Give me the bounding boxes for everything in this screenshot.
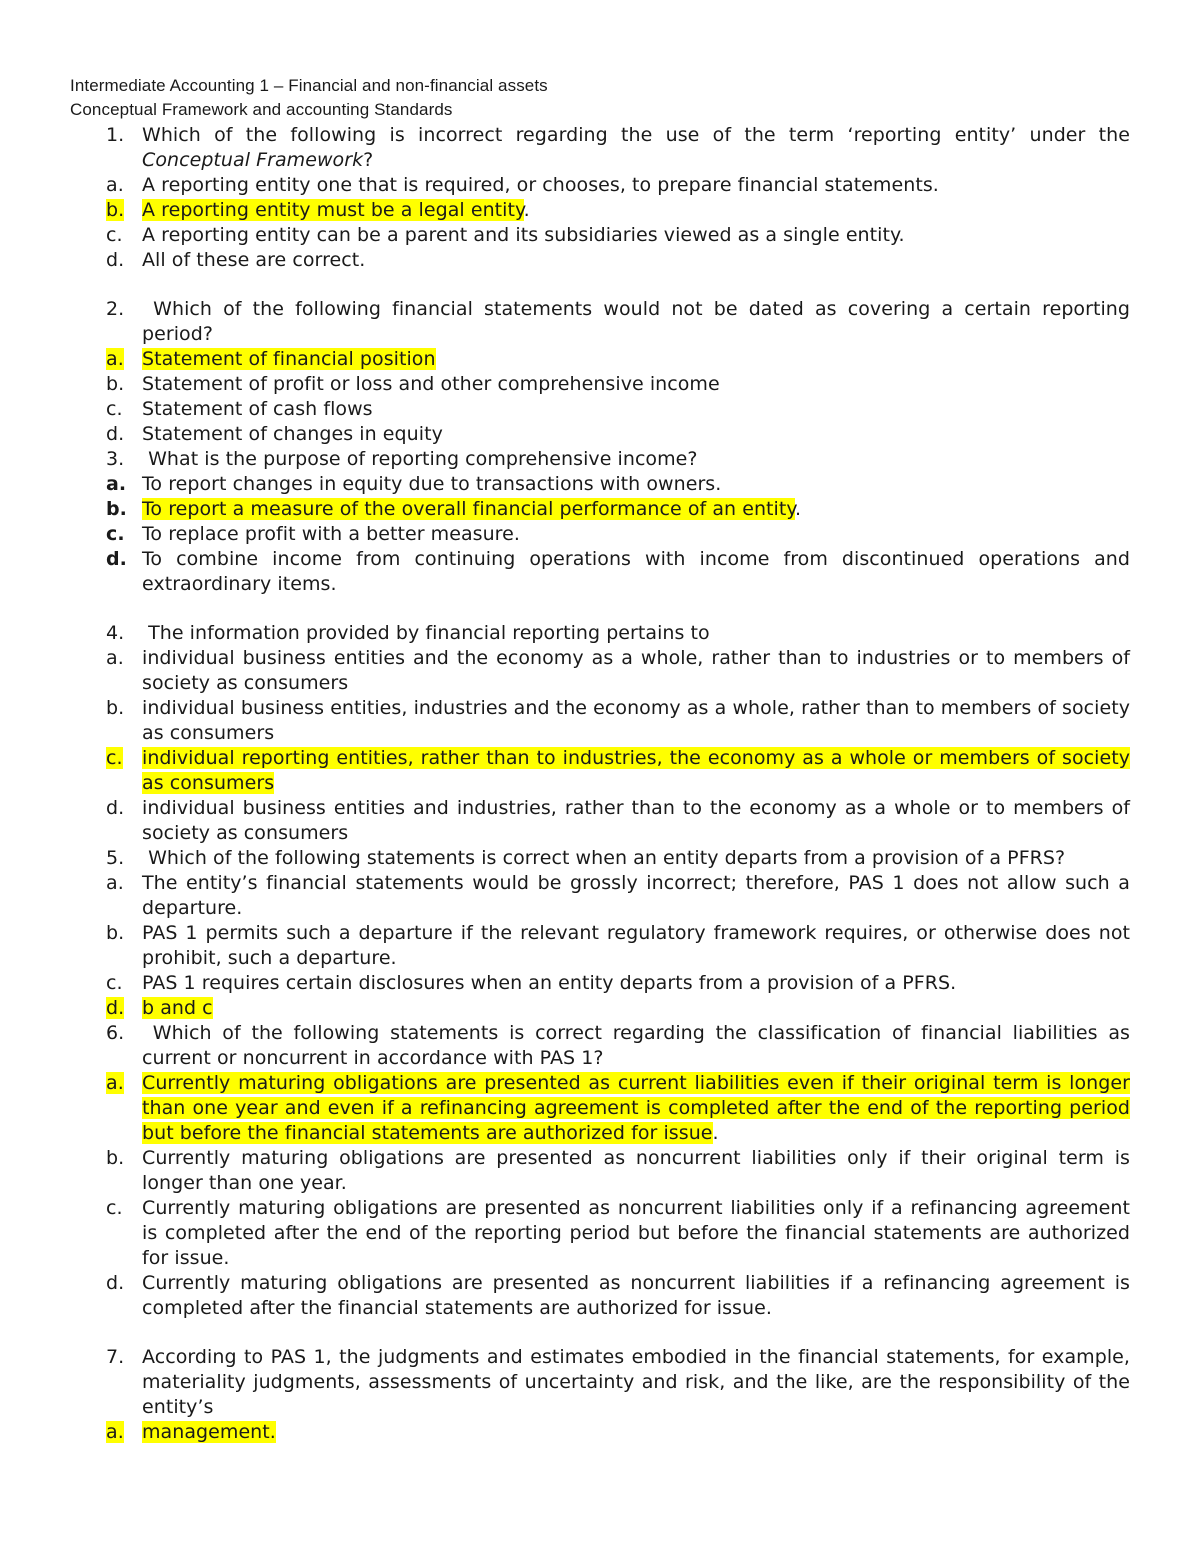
option-c: c. Currently maturing obligations are presented as noncurrent liabilities only if a refinancing agreement is completed after the end of the reporting period but before the financial statements are authorized for issue. <box>106 1197 1130 1269</box>
option-c: c. To replace profit with a better measure. <box>106 523 520 545</box>
option-a-highlighted: a. Currently maturing obligations are presented as current liabilities even if their original term is longer than one year and even if a refinancing agreement is completed after the end of the reporting period but before the financial statements are authorized for issue. <box>106 1072 1130 1144</box>
document-page <box>70 74 1137 1445</box>
option-b-highlighted: b. To report a measure of the overall financial performance of an entity. <box>106 498 802 520</box>
option-b-highlighted: b. A reporting entity must be a legal entity. <box>106 199 530 221</box>
option-d: d. individual business entities and industries, rather than to the economy as a whole or to members of society as consumers <box>106 797 1130 844</box>
question-2: 2. Which of the following financial statements would not be dated as covering a certain reporting period? <box>106 298 1137 345</box>
document-title: Intermediate Accounting 1 – Financial and non-financial assets <box>70 76 548 95</box>
document-subtitle: Conceptual Framework and accounting Standards <box>70 100 453 119</box>
question-5: 5. Which of the following statements is correct when an entity departs from a provision of a PFRS? <box>106 847 1066 869</box>
option-b: b. Statement of profit or loss and other comprehensive income <box>106 373 720 395</box>
question-7: 7. According to PAS 1, the judgments and estimates embodied in the financial statements, for example, materiality judgments, assessments of uncertainty and risk, and the like, are the responsibility of the entity’s <box>106 1346 1130 1418</box>
option-d: d. Currently maturing obligations are presented as noncurrent liabilities if a refinancing agreement is completed after the financial statements are authorized for issue. <box>106 1272 1130 1319</box>
option-a: a. To report changes in equity due to transactions with owners. <box>106 473 722 495</box>
option-a-highlighted: a. management. <box>106 1421 276 1443</box>
question-1 <box>70 123 1130 173</box>
option-d: d. All of these are correct. <box>106 249 366 271</box>
question-6: 6. Which of the following statements is correct regarding the classification of financial liabilities as current or noncurrent in accordance with PAS 1? <box>106 1022 1137 1069</box>
question-text: Which of the following is incorrect regarding the use of the term ‘reporting entity’ under the Conceptual Framework? <box>142 124 1130 171</box>
option-a: a. individual business entities and the economy as a whole, rather than to industries or to members of society as consumers <box>106 647 1130 694</box>
question-number: 1. <box>106 124 125 146</box>
question-4: 4. The information provided by financial reporting pertains to <box>106 622 710 644</box>
option-c: c. A reporting entity can be a parent and its subsidiaries viewed as a single entity. <box>106 224 905 246</box>
option-c: c. PAS 1 requires certain disclosures when an entity departs from a provision of a PFRS. <box>106 972 957 994</box>
option-a: a. A reporting entity one that is required, or chooses, to prepare financial statements. <box>106 174 939 196</box>
option-c-highlighted: c. individual reporting entities, rather than to industries, the economy as a whole or members of society as consumers <box>106 747 1130 794</box>
option-b: b. Currently maturing obligations are presented as noncurrent liabilities only if their original term is longer than one year. <box>106 1147 1130 1194</box>
option-a-highlighted: a. Statement of financial position <box>106 348 436 370</box>
option-d-highlighted: d. b and c <box>106 997 213 1019</box>
option-d: d. Statement of changes in equity <box>106 423 443 445</box>
question-3: 3. What is the purpose of reporting comprehensive income? <box>106 448 698 470</box>
option-a: a. The entity’s financial statements would be grossly incorrect; therefore, PAS 1 does not allow such a departure. <box>106 872 1130 919</box>
option-b: b. individual business entities, industries and the economy as a whole, rather than to members of society as consumers <box>106 697 1130 744</box>
option-d: d. To combine income from continuing operations with income from discontinued operations and extraordinary items. <box>106 548 1130 595</box>
option-c: c. Statement of cash flows <box>106 398 373 420</box>
option-b: b. PAS 1 permits such a departure if the relevant regulatory framework requires, or otherwise does not prohibit, such a departure. <box>106 922 1130 969</box>
